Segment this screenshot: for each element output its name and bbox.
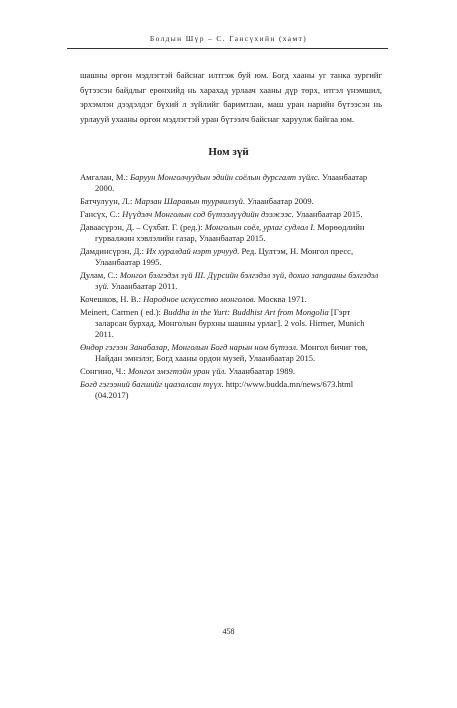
reference-entry	[80, 366, 382, 377]
reference-details: Монгол бичиг төв, Найдан эмнэлэг, Богд хааны ордон музей, Улаанбаатар 2015.	[95, 342, 368, 364]
reference-details: Улаанбаатар 2015.	[293, 209, 363, 220]
reference-details: [Гэрт заларсан бурхад, Монголын бурхны шашны урлаг]. 2 vols. Hirmer, Munich 2011.	[95, 307, 365, 340]
reference-title: Монголын соёл, урлаг судлал I.	[204, 222, 316, 232]
reference-details: Москва 1971.	[255, 294, 307, 305]
reference-title: Их хуралдай нэрт урчууд.	[146, 246, 240, 257]
reference-entry	[80, 209, 382, 220]
reference-entry	[80, 379, 382, 401]
bibliography-list	[80, 172, 382, 403]
reference-entry	[80, 196, 382, 207]
reference-author: Дулам, С.:	[80, 270, 120, 281]
reference-details: Улаанбаатар 2011.	[109, 281, 178, 292]
reference-author: Амгалан, М.:	[80, 172, 131, 182]
reference-title: Нүүдэлч Монголын сод бүтээлүүдийн дээжээс.	[122, 209, 294, 220]
reference-entry	[80, 307, 382, 340]
reference-author: Meinert, Carmen ( ed.):	[80, 307, 164, 318]
reference-entry	[80, 294, 382, 305]
reference-author: Гансүх, С.:	[80, 209, 123, 220]
reference-author: Батчулуун, Л.:	[80, 196, 135, 207]
reference-entry	[80, 172, 382, 194]
reference-author: Дамдинсүрэн, Д.:	[80, 246, 147, 257]
reference-entry	[80, 270, 382, 292]
reference-author: Даваасүрэн, Д. – Сүхбат. Г. (ред.):	[80, 222, 205, 232]
body-paragraph: шашны өргөн мэдлэгтэй байснаг илтгэж буй юм. Богд хааны уг танка зургийг бүтээсэн байдлыг ерөнхийд нь харахад урлаач хааны дүр төрх, итгэл үнэмшил, эрхэмлэн дээдэлдэг бүхий л зүйлийг баримтлан, маш уран нарийн бүтээсэн нь урлаууй ухааны өргөн мэдлэгтэй уран бүтээлч байснаг харуулж байгаа юм.	[80, 70, 382, 124]
reference-details: Мөрөөдлийн гурвалжин хэвлэлийн газар, Улаанбаатар 2015.	[95, 222, 365, 244]
reference-entry	[80, 342, 382, 364]
header-rule	[67, 48, 388, 49]
reference-title: Монгол эмэгтэйн уран үйл.	[127, 366, 227, 377]
running-head: Болдын Шүр – С. Гансүхийн (хамт)	[149, 34, 308, 43]
reference-details: Улаанбаатар 2009.	[245, 196, 314, 207]
reference-title: Buddha in the Yurt: Buddhist Art from Mongolia	[163, 307, 329, 318]
reference-title: Марзан Шаравын туурвилзүй.	[134, 196, 246, 207]
reference-author: Сонгино, Ч.:	[80, 366, 128, 377]
reference-entry	[80, 222, 382, 244]
reference-entry	[80, 246, 382, 268]
reference-title: Богд гэгээний багшийг цаазалсан түүх.	[80, 379, 224, 390]
page-number: 458	[222, 627, 235, 636]
reference-details: Ред. Цултэм, Н. Монгол пресс, Улаанбаатар 1995.	[95, 246, 354, 268]
reference-title: Народное искусство монголов.	[143, 294, 256, 305]
reference-details: Улаанбаатар 1989.	[226, 366, 295, 377]
reference-details: Улаанбаатар 2000.	[95, 172, 368, 194]
reference-details: http://www.budda.mn/news/673.html (04.2017)	[95, 379, 354, 401]
reference-title: Өндөр гэгээн Занабазар, Монголын Богд нарын ном бүтээл.	[80, 342, 299, 353]
reference-title: Монгол бэлгэдэл зүй III. Дүрсийн бэлгэдэл зүй, дохио заngaaны бэлгэдэл зүй.	[95, 270, 379, 292]
section-heading: Ном зүй	[208, 146, 249, 158]
reference-author: Кочешков, Н. В.:	[80, 294, 144, 305]
reference-title: Баруун Монголчуудын эдийн соёлын дурсгалт зүйлс.	[130, 172, 320, 182]
